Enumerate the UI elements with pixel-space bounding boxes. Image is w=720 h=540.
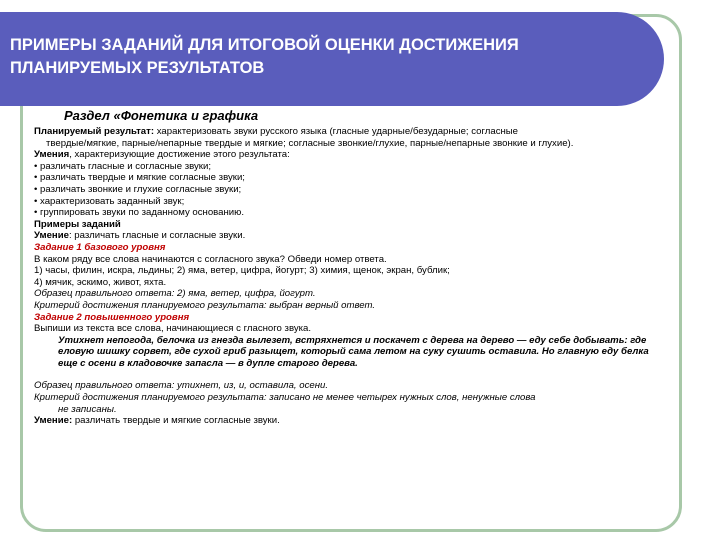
skill-2-label: Умение:: [34, 415, 73, 427]
task-1-sample: Образец правильного ответа: 2) яма, ветер, цифра, йогурт.: [34, 288, 316, 300]
spacer: [34, 369, 682, 380]
skill-item: • группировать звуки по заданному основанию.: [34, 207, 245, 219]
skill-item: • характеризовать заданный звук;: [34, 195, 185, 207]
skill-1-text: : различать гласные и согласные звуки.: [68, 230, 246, 242]
task-1-title: Задание 1 базового уровня: [34, 241, 166, 253]
skills-label: Умения: [34, 149, 70, 161]
title-banner: [0, 12, 664, 106]
skill-1-label: Умение: [34, 230, 69, 242]
skill-1: [34, 230, 682, 242]
task-2-sample: Образец правильного ответа: утихнет, из, и, оставила, осени.: [34, 380, 329, 392]
planned-text: характеризовать звуки русского языка (гласные ударные/безударные; согласные: [154, 126, 519, 137]
task-2-criterion: Критерий достижения планируемого результата: записано не менее четырех нужных слов, ненужные слова: [34, 392, 536, 404]
task-1-question: В каком ряду все слова начинаются с согласного звука? Обведи номер ответа.: [34, 253, 387, 265]
task-2-title: Задание 2 повышенного уровня: [34, 311, 190, 323]
planned-label: Планируемый результат:: [34, 126, 155, 137]
page-title: ПРИМЕРЫ ЗАДАНИЙ ДЛЯ ИТОГОВОЙ ОЦЕНКИ ДОСТИЖЕНИЯ ПЛАНИРУЕМЫХ РЕЗУЛЬТАТОВ: [10, 36, 519, 77]
task-1-criterion: Критерий достижения планируемого результата: выбран верный ответ.: [34, 299, 376, 311]
skill-item: • различать гласные и согласные звуки;: [34, 160, 212, 172]
section-heading: Раздел «Фонетика и графика: [64, 108, 259, 123]
task-1-options-cont: 4) мячик, эскимо, живот, яхта.: [34, 276, 167, 288]
skill-2-text: различать твердые и мягкие согласные звуки.: [72, 415, 280, 427]
task-1-options: 1) часы, филин, искра, льдины; 2) яма, ветер, цифра, йогурт; 3) химия, щенок, экран, бублик;: [34, 265, 450, 277]
planned-result-cont: твердые/мягкие, парные/непарные твердые и мягкие; согласные звонкие/глухие, парные/непарные звонкие и глухие).: [46, 137, 574, 149]
skill-item: • различать звонкие и глухие согласные звуки;: [34, 183, 242, 195]
task-2-question: Выпиши из текста все слова, начинающиеся с гласного звука.: [34, 323, 312, 335]
document-body: [34, 126, 682, 427]
skill-item: • различать твердые и мягкие согласные звуки;: [34, 172, 245, 184]
task-2-text: Утихнет непогода, белочка из гнезда вылезет, встряхнется и поскачет с дерева на дерево — еду себе добывать: где еловую шишку сорвет, где сухой гриб разыщет, который сама летом на суку сушить оставила. Но главную еду белка еще с осени в кладовочке запасла — в дупле старого дерева.: [58, 334, 649, 369]
skills-text: , характеризующие достижение этого результата:: [69, 149, 290, 161]
skill-2: [34, 415, 682, 427]
task-2-criterion-cont: не записаны.: [58, 403, 117, 415]
skills-intro: [34, 149, 682, 161]
examples-heading: [34, 219, 682, 231]
examples-label: Примеры заданий: [34, 218, 121, 230]
planned-result: [34, 126, 682, 138]
